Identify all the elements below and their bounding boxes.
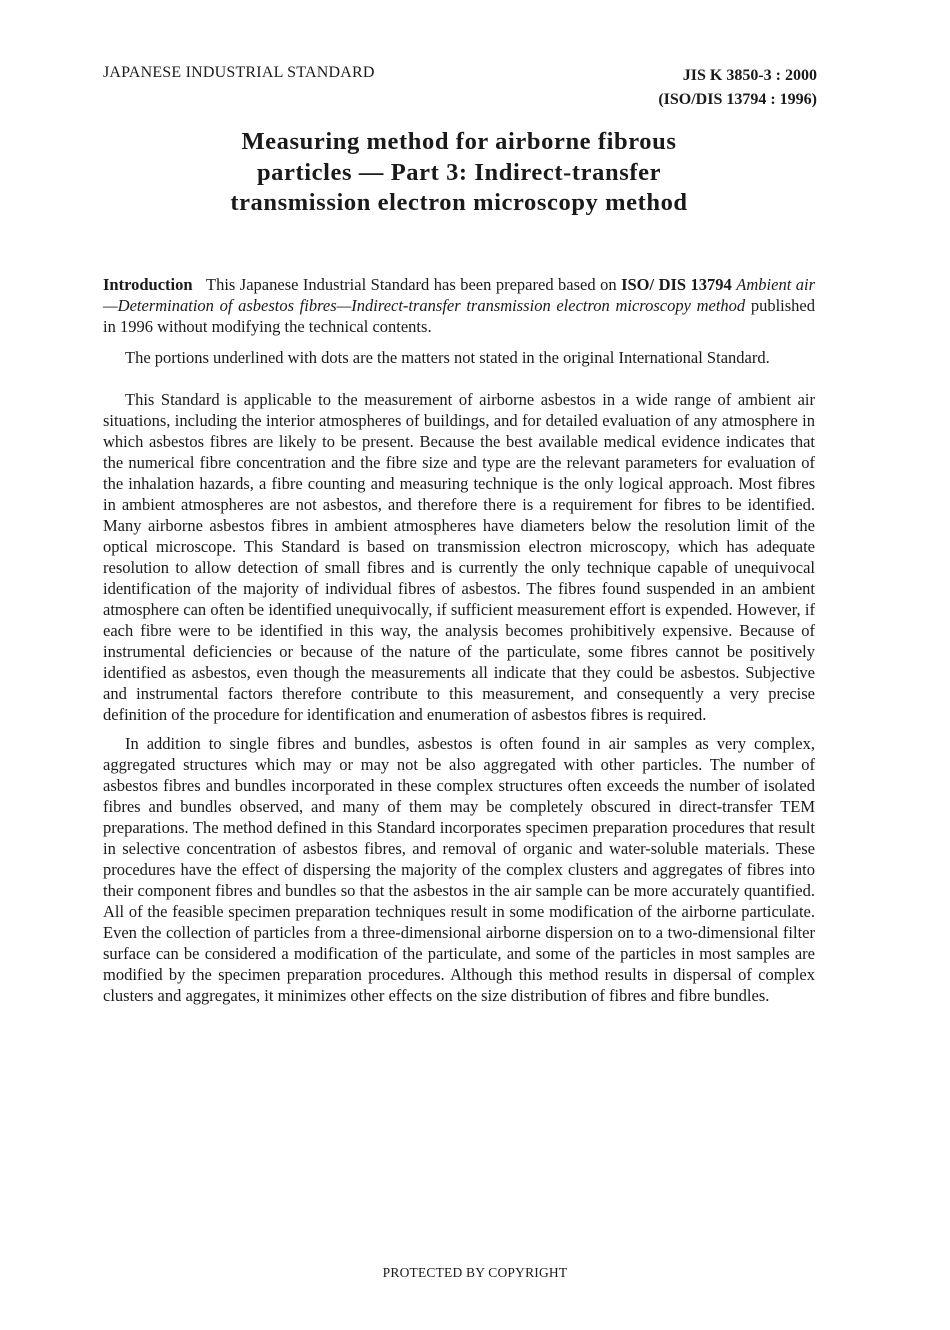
- document-body: [103, 274, 815, 1006]
- standard-number: JIS K 3850-3 : 2000: [682, 67, 817, 84]
- header-standard-number-block: [658, 64, 817, 112]
- iso-reference: (ISO/DIS 13794 : 1996): [658, 91, 817, 108]
- paragraph-aggregates: In addition to single fibres and bundles, asbestos is often found in air samples as very complex, aggregated structures which may or may not be also aggregated with other particles. The number of asbestos fibres and bundles incorporated in these complex structures often exceeds the number of isolated fibres and bundles observed, and many of them may be completely obscured in direct-transfer TEM preparations. The method defined in this Standard incorporates specimen preparation procedures that result in selective concentration of asbestos fibres, and removal of organic and water-soluble materials. These procedures have the effect of dispersing the majority of the complex clusters and aggregates of fibres into their component fibres and bundles so that the asbestos in the air sample can be more accurately quantified. All of the feasible specimen preparation techniques result in some modification of the airborne particulate. Even the collection of particles from a three-dimensional airborne dispersion on to a two-dimensional filter surface can be considered a modification of the particulate, and some of the particles in most samples are modified by the specimen preparation procedures. Although this method results in dispersal of complex clusters and aggregates, it minimizes other effects on the size distribution of fibres and fibre bundles.: [103, 734, 815, 1005]
- header-standard-type: JAPANESE INDUSTRIAL STANDARD: [103, 64, 375, 81]
- title-line-2: particles — Part 3: Indirect-transfer: [256, 158, 662, 186]
- introduction-paragraph: [103, 274, 815, 337]
- copyright-footer: PROTECTED BY COPYRIGHT: [382, 1265, 568, 1280]
- iso-reference-inline: ISO/ DIS 13794: [621, 275, 732, 294]
- dotted-underline-note: The portions underlined with dots are the matters not stated in the original International Standard.: [125, 348, 770, 367]
- document-title: [103, 127, 815, 219]
- iso-title-inline: Ambient air—Determination of asbestos fibres—Indirect-transfer transmission electron microscopy method: [103, 275, 816, 315]
- title-line-1: Measuring method for airborne fibrous: [241, 128, 677, 155]
- introduction-text-post: published in 1996 without modifying the technical contents.: [103, 296, 816, 336]
- introduction-text-pre: This Japanese Industrial Standard has been prepared based on: [206, 275, 622, 294]
- introduction-label: Introduction: [103, 275, 193, 294]
- title-line-3: transmission electron microscopy method: [230, 189, 688, 216]
- paragraph-scope: This Standard is applicable to the measurement of airborne asbestos in a wide range of ambient air situations, including the interior atmospheres of buildings, and for detailed evaluation of any atmosphere in which asbestos fibres are likely to be present. Because the best available medical evidence indicates that the numerical fibre concentration and the fibre size and type are the relevant parameters for evaluation of the inhalation hazards, a fibre counting and measuring technique is the only logical approach. Most fibres in ambient atmospheres are not asbestos, and therefore there is a requirement for fibres to be identified. Many airborne asbestos fibres in ambient atmospheres have diameters below the resolution limit of the optical microscope. This Standard is based on transmission electron microscopy, which has adequate resolution to allow detection of small fibres and is currently the only technique capable of unequivocal identification of the majority of individual fibres of asbestos. The fibres found suspended in an ambient atmosphere can often be identified unequivocally, if sufficient measurement effort is expended. However, if each fibre were to be identified in this way, the analysis becomes prohibitively expensive. Because of instrumental deficiencies or because of the nature of the particulate, some fibres cannot be positively identified as asbestos, even though the measurements all indicate that they could be asbestos. Subjective and instrumental factors therefore contribute to this measurement, and consequently a very precise definition of the procedure for identification and enumeration of asbestos fibres is required.: [103, 390, 815, 724]
